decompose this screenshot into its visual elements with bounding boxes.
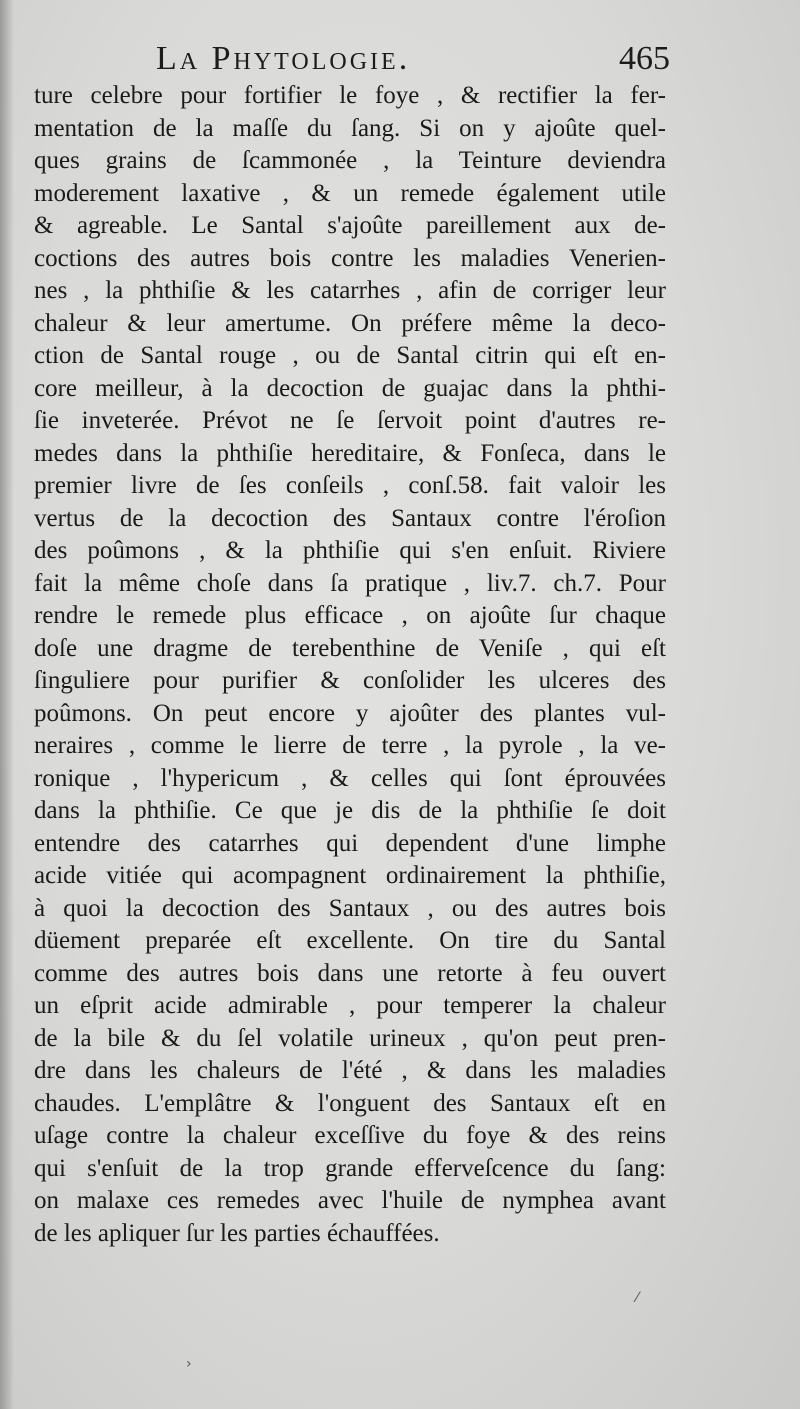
text-line: uſage contre la chaleur exceſſive du foye & des reins — [34, 1122, 666, 1149]
page-gutter-shadow — [0, 0, 14, 1409]
text-line: ques grains de ſcammonée , la Teinture deviendra — [34, 147, 666, 174]
text-line: premier livre de ſes conſeils , conſ.58. fait valoir les — [34, 472, 666, 499]
text-line: ſinguliere pour purifier & conſolider les ulceres des — [34, 667, 666, 694]
paper-speck: › — [186, 1356, 192, 1372]
text-line: mentation de la maſſe du ſang. Si on y ajoûte quel- — [34, 114, 666, 142]
text-line: de la bile & du ſel volatile urineux , qu'on peut pren- — [34, 1024, 666, 1052]
text-line: chaudes. L'emplâtre & l'onguent des Santaux eſt en — [34, 1089, 666, 1117]
paper-speck: ⁄ — [636, 1290, 639, 1306]
text-line: moderement laxative , & un remede également utile — [34, 179, 666, 207]
text-line: & agreable. Le Santal s'ajoûte pareillement aux de- — [34, 212, 666, 239]
text-line: un eſprit acide admirable , pour temperer la chaleur — [34, 992, 666, 1019]
running-head: La Phytologie. — [156, 40, 411, 77]
text-line: à quoi la decoction des Santaux , ou des autres bois — [34, 894, 666, 922]
text-line: chaleur & leur amertume. On préfere même la deco- — [34, 309, 666, 337]
text-line-last: de les apliquer ſur les parties échauffées. — [34, 1219, 440, 1247]
text-line: comme des autres bois dans une retorte à feu ouvert — [34, 959, 666, 987]
text-line: on malaxe ces remedes avec l'huile de nymphea avant — [34, 1187, 666, 1214]
text-line: rendre le remede plus efficace , on ajoûte ſur chaque — [34, 602, 666, 629]
text-line: vertus de la decoction des Santaux contre l'éroſion — [34, 504, 666, 532]
text-line: entendre des catarrhes qui dependent d'une limphe — [34, 829, 666, 857]
text-line: des poûmons , & la phthiſie qui s'en enſuit. Riviere — [34, 537, 666, 564]
body-text — [34, 80, 666, 1250]
text-line: neraires , comme le lierre de terre , la pyrole , la ve- — [34, 732, 666, 759]
page-number: 465 — [619, 40, 670, 77]
text-line: doſe une dragme de terebenthine de Veniſe , qui eſt — [34, 634, 666, 662]
text-line: düement preparée eſt excellente. On tire du Santal — [34, 927, 666, 954]
text-line: core meilleur, à la decoction de guajac dans la phthi- — [34, 374, 666, 402]
text-line: ction de Santal rouge , ou de Santal citrin qui eſt en- — [34, 342, 666, 369]
text-line: dans la phthiſie. Ce que je dis de la phthiſie ſe doit — [34, 797, 666, 824]
text-line: nes , la phthiſie & les catarrhes , afin de corriger leur — [34, 277, 666, 304]
text-line: ture celebre pour fortifier le foye , & rectifier la fer- — [34, 82, 666, 109]
text-line: poûmons. On peut encore y ajoûter des plantes vul- — [34, 699, 666, 727]
text-line: ronique , l'hypericum , & celles qui ſont éprouvées — [34, 764, 666, 792]
text-line: medes dans la phthiſie hereditaire, & Fonſeca, dans le — [34, 439, 666, 467]
text-line: dre dans les chaleurs de l'été , & dans les maladies — [34, 1057, 666, 1084]
text-line: acide vitiée qui acompagnent ordinairement la phthiſie, — [34, 862, 666, 889]
text-line: qui s'enſuit de la trop grande efferveſcence du ſang: — [34, 1154, 666, 1182]
text-line: fait la même choſe dans ſa pratique , liv.7. ch.7. Pour — [34, 569, 666, 597]
text-line: coctions des autres bois contre les maladies Venerien- — [34, 244, 666, 272]
text-line: ſie inveterée. Prévot ne ſe ſervoit point d'autres re- — [34, 407, 666, 434]
